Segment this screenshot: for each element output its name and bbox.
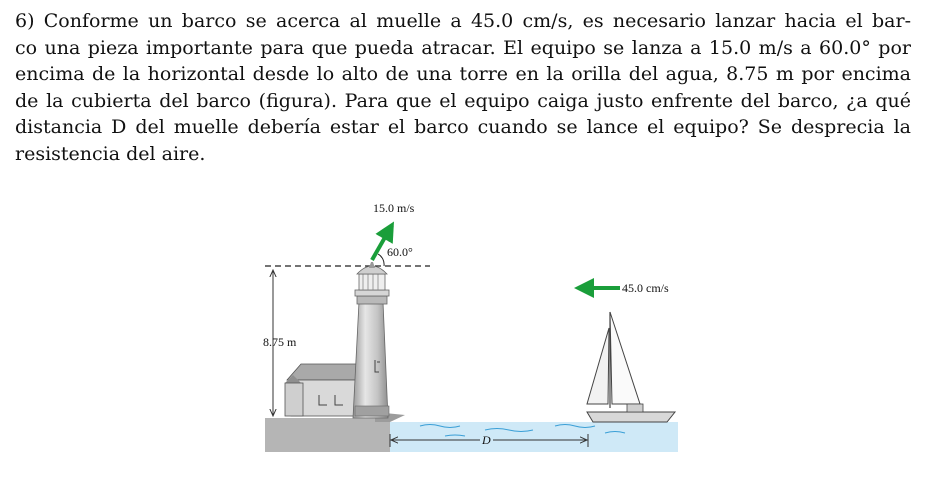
water: [390, 422, 678, 452]
problem-line: co una pieza importante para que pueda atracar. El equipo se lanza a 15.0 m/s a 60.0° por: [15, 36, 911, 59]
height-label: 8.75 m: [263, 335, 297, 349]
boat-speed-label: 45.0 cm/s: [622, 281, 669, 295]
launch-angle-arc: [378, 254, 384, 266]
problem-line: resistencia del aire.: [15, 142, 206, 165]
problem-line: distancia D del muelle debería estar el barco cuando se lance el equipo? Se desprecia la: [15, 116, 911, 139]
problem-text: [15, 8, 911, 168]
launch-angle-label: 60.0°: [387, 245, 413, 259]
problem-line: encima de la horizontal desde lo alto de una torre en la orilla del agua, 8.75 m por encima: [15, 63, 911, 86]
problem-line: 6) Conforme un barco se acerca al muelle a 45.0 cm/s, es necesario lanzar hacia el bar-: [15, 10, 911, 32]
sailboat: [587, 312, 675, 422]
problem-line: de la cubierta del barco (figura). Para que el equipo caiga justo enfrente del barco, ¿a qué: [15, 89, 911, 112]
lighthouse-figure: [255, 190, 685, 455]
launch-speed-label: 15.0 m/s: [373, 201, 415, 215]
shore-ground: [265, 418, 390, 452]
distance-label: D: [482, 433, 491, 447]
lighthouse-tower: [353, 262, 389, 418]
figure-svg: [255, 190, 685, 455]
